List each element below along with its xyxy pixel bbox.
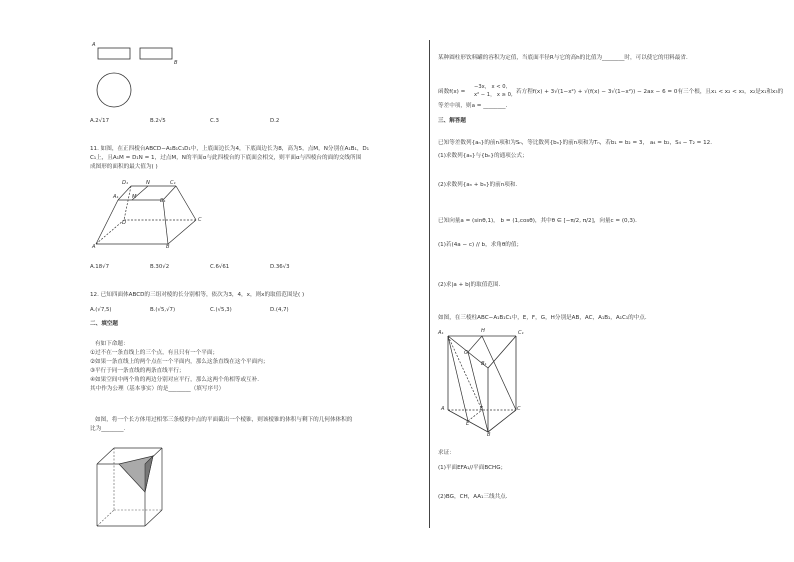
q12-line-1: 12. 已知四面体ABCD的三组对棱的长分别相等，依次为3，4，x，则x的取值范围是( ): [90, 292, 305, 298]
q13-item-3: ③平行于同一条直线的两条直线平行；: [90, 368, 185, 374]
q19-part-2: (2)BG，CH，AA₁三线共点．: [438, 494, 512, 500]
q19-prove: 求证：: [438, 450, 455, 456]
q15-text: 某种圆柱形饮料罐的容积为定值，当底面半径R与它的高h的比值为________时，可以使它的用料最省．: [438, 55, 692, 61]
q16-prefix: 函数f(x) =: [438, 89, 466, 95]
section-solution-heading: 三、解答题: [438, 118, 466, 124]
label-c1: C₁: [518, 330, 524, 336]
label-b: B: [487, 432, 491, 438]
q12-option-d: D.(4,7): [270, 307, 289, 313]
q19-line-1: 如图，在三棱柱ABC−A₁B₁C₁中，E，F，G，H分别是AB，AC，A₁B₁，A₁C₁的中点．: [438, 315, 651, 321]
q17-part-2: (2)求数列{aₙ + bₙ}的前n项和．: [438, 182, 522, 188]
q11-option-a: A.18√7: [90, 264, 110, 270]
q14-cuboid-figure: [92, 440, 172, 530]
q13-item-1: ①过不在一条直线上的三个点，有且只有一个平面；: [90, 350, 219, 356]
section-fill-in-heading: 二、填空题: [90, 321, 118, 327]
q12-option-a: A.(√7,5): [90, 307, 112, 313]
q11-option-b: B.30√2: [150, 264, 170, 270]
label-c1: C₁: [170, 180, 176, 186]
label-d: D: [122, 220, 126, 226]
q13-item-2: ②如果一条直线上的两个点在一个平面内，那么这条直线在这个平面内；: [90, 359, 269, 365]
fig-label-a: A: [92, 42, 96, 48]
q13-question: 其中作为公理（基本事实）的是________（填写序号）: [90, 386, 225, 392]
q10-option-b: B.2√5: [150, 118, 166, 124]
q13-item-4: ④如果空间中两个角的两边分别对应平行，那么这两个角相等或互补．: [90, 377, 263, 383]
q16-case-2: x² − 1， x ≥ 0,: [474, 92, 513, 98]
label-a1: A₁: [113, 194, 119, 200]
label-n: N: [146, 180, 150, 186]
figure-circle: [97, 73, 131, 107]
figure-rect-right: [140, 48, 172, 59]
label-g: G: [464, 350, 469, 356]
q14-line-1: 如图，将一个长方体用过相邻三条棱的中点的平面截出一个棱锥，则该棱锥的体积与剩下的几何体体积的: [95, 417, 353, 423]
q18-part-2: (2)求|a + b|的取值范围．: [438, 282, 505, 288]
q18-line-1: 已知向量a = (sinθ,1)， b = (1,cosθ)，其中θ ∈ [−π/2, π/2]，向量c = (0,3)．: [438, 218, 641, 224]
label-m: M: [132, 194, 137, 200]
label-e: E: [466, 421, 470, 427]
q19-part-1: (1)平面EFA₁//平面BCHG；: [438, 465, 507, 471]
label-h: H: [481, 328, 485, 334]
q18-part-1: (1)若(4a − c) // b，求角θ的值；: [438, 242, 523, 248]
q10-option-c: C.3: [210, 118, 219, 124]
q13-intro: 有如下命题：: [95, 341, 129, 347]
label-a1: A₁: [438, 330, 444, 336]
q17-line-1: 已知等差数列{aₙ}的前n项和为Sₙ，等比数列{bₙ}的前n项和为Tₙ，若b₁ = b₂ = 3， a₄ = b₂，S₄ − T₂ = 12．: [438, 140, 716, 146]
label-d1: D₁: [122, 180, 129, 186]
fig-label-b: B: [174, 60, 178, 66]
q11-line-3: 成图形的面积的最大值为( ): [90, 164, 158, 170]
q11-option-d: D.36√3: [270, 264, 290, 270]
figure-rect-left: [98, 48, 130, 59]
label-b1: B₁: [481, 361, 487, 367]
q12-option-b: B.(√5,√7): [150, 307, 176, 313]
label-a: A: [441, 406, 445, 412]
q19-prism-figure: [436, 326, 546, 441]
label-c: C: [198, 217, 202, 223]
q11-line-1: 11. 如图，在正四棱台ABCD−A₁B₁C₁D₁中，上底面边长为4，下底面边长为8，高为5，点M，N分别在A₁B₁，D₁: [90, 146, 369, 152]
q16-case-1: −3x， x < 0,: [474, 84, 508, 90]
label-b1: B₁: [160, 198, 166, 204]
label-b: B: [166, 244, 170, 250]
q16-rest: 若方程f(x) + 3√(1−x²) + √(f(x) − 3√(1−x²)) − 2ax − 6 = 0有三个根，且x₁ < x₂ < x₃，x₂是x₁和x₃的: [516, 89, 784, 95]
label-c: C: [517, 406, 521, 412]
q16-line-2: 等差中项，则a = ________．: [438, 103, 512, 109]
q11-line-2: C₁上，且A₁M = D₁N = 1，过点M，N的平面α与此四棱台的下底面会相交，则平面α与四棱台的面的交线所围: [90, 155, 362, 161]
q10-option-d: D.2: [270, 118, 280, 124]
q12-option-c: C.(√5,3): [210, 307, 232, 313]
label-f: F: [480, 406, 483, 412]
q10-figure: [90, 40, 210, 115]
column-divider: [429, 40, 430, 528]
label-a: A: [92, 244, 96, 250]
q17-part-1: (1)求数列{aₙ}与{bₙ}的通项公式；: [438, 153, 528, 159]
q11-option-c: C.6√61: [210, 264, 230, 270]
q14-line-2: 比为________.: [90, 426, 126, 432]
q10-option-a: A.2√17: [90, 118, 110, 124]
